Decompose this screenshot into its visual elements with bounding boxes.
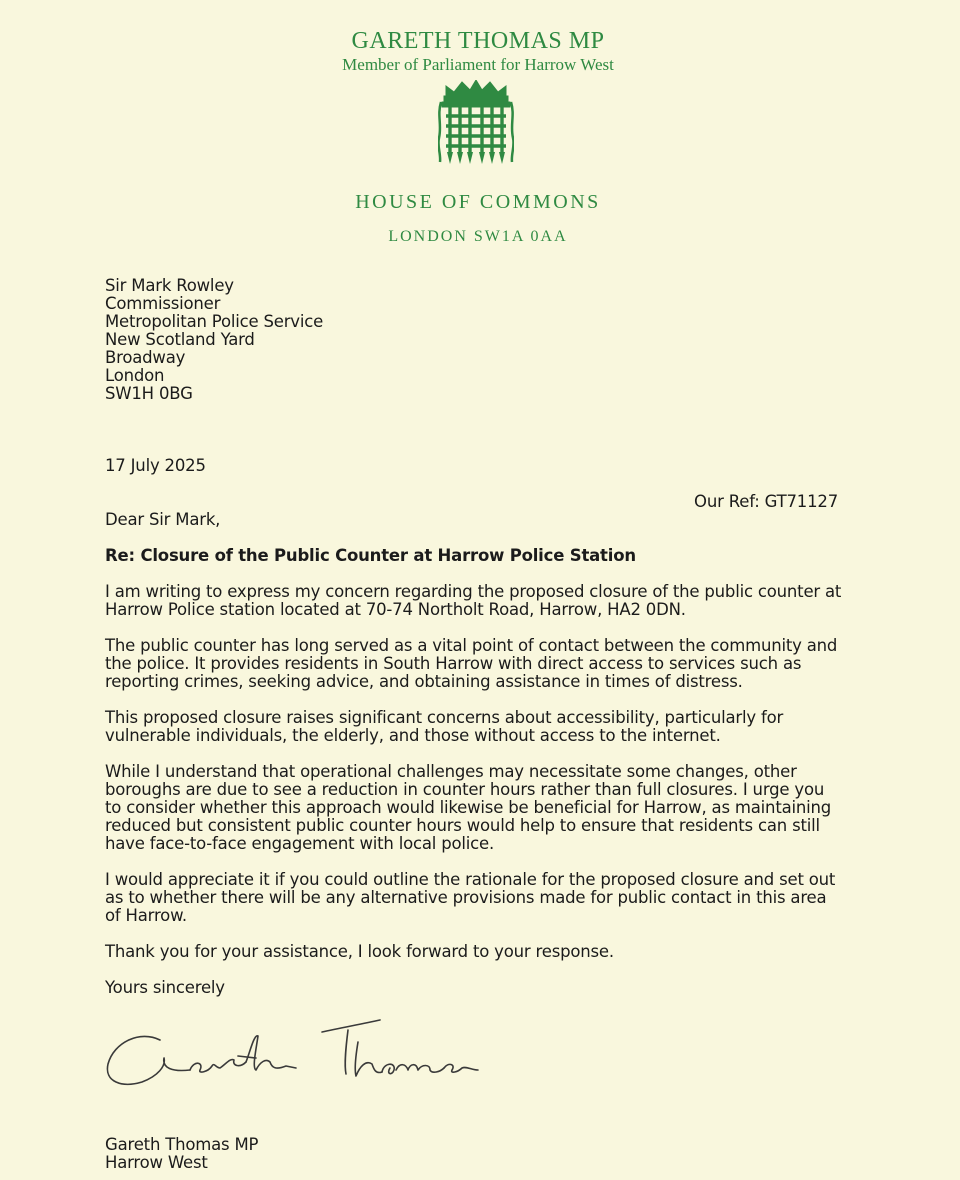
signoff-block <box>105 1136 258 1172</box>
portcullis-icon <box>438 80 514 166</box>
salutation: Dear Sir Mark, <box>105 510 221 529</box>
body-paragraph: I am writing to express my concern regarding the proposed closure of the public counter at Harrow Police station located at 70-74 Northolt Road, Harrow, HA2 0DN. <box>105 582 842 619</box>
recipient-title: Commissioner <box>105 294 221 313</box>
letterhead-role: Member of Parliament for Harrow West <box>342 55 614 74</box>
recipient-city: London <box>105 366 165 385</box>
recipient-organisation: Metropolitan Police Service <box>105 312 324 331</box>
body-paragraph: While I understand that operational challenges may necessitate some changes, other boroughs are due to see a reduction in counter hours rather than full closures. I urge you to consider whether this approach would likewise be beneficial for Harrow, as maintaining reduced but consistent public counter hours would help to ensure that residents can still have face-to-face engagement with local police. <box>105 762 832 853</box>
signoff-name: Gareth Thomas MP <box>105 1135 259 1154</box>
recipient-name: Sir Mark Rowley <box>105 276 234 295</box>
subject-line: Re: Closure of the Public Counter at Harrow Police Station <box>105 546 636 565</box>
body-paragraph: The public counter has long served as a vital point of contact between the community and the police. It provides residents in South Harrow with direct access to services such as reporting crimes, seeking advice, and obtaining assistance in times of distress. <box>105 636 838 691</box>
recipient-street: Broadway <box>105 348 186 367</box>
reference-number: Our Ref: GT71127 <box>694 492 838 511</box>
recipient-building: New Scotland Yard <box>105 330 255 349</box>
letterhead-house: HOUSE OF COMMONS <box>355 191 601 213</box>
letterhead-city: LONDON SW1A 0AA <box>388 228 568 245</box>
letterhead-name: GARETH THOMAS MP <box>351 28 605 54</box>
body-paragraph: Thank you for your assistance, I look forward to your response. <box>105 942 614 961</box>
letterhead <box>0 0 960 260</box>
body-paragraph: I would appreciate it if you could outline the rationale for the proposed closure and set out as to whether there will be any alternative provisions made for public contact in this area of Harrow. <box>105 870 836 925</box>
handwritten-signature <box>100 1012 500 1102</box>
closing: Yours sincerely <box>105 978 225 997</box>
body-paragraph: This proposed closure raises significant concerns about accessibility, particularly for vulnerable individuals, the elderly, and those without access to the internet. <box>105 708 784 745</box>
recipient-address <box>105 277 323 403</box>
letter-date: 17 July 2025 <box>105 456 206 475</box>
recipient-postcode: SW1H 0BG <box>105 384 193 403</box>
letter-body <box>105 583 845 979</box>
signoff-constituency: Harrow West <box>105 1153 208 1172</box>
